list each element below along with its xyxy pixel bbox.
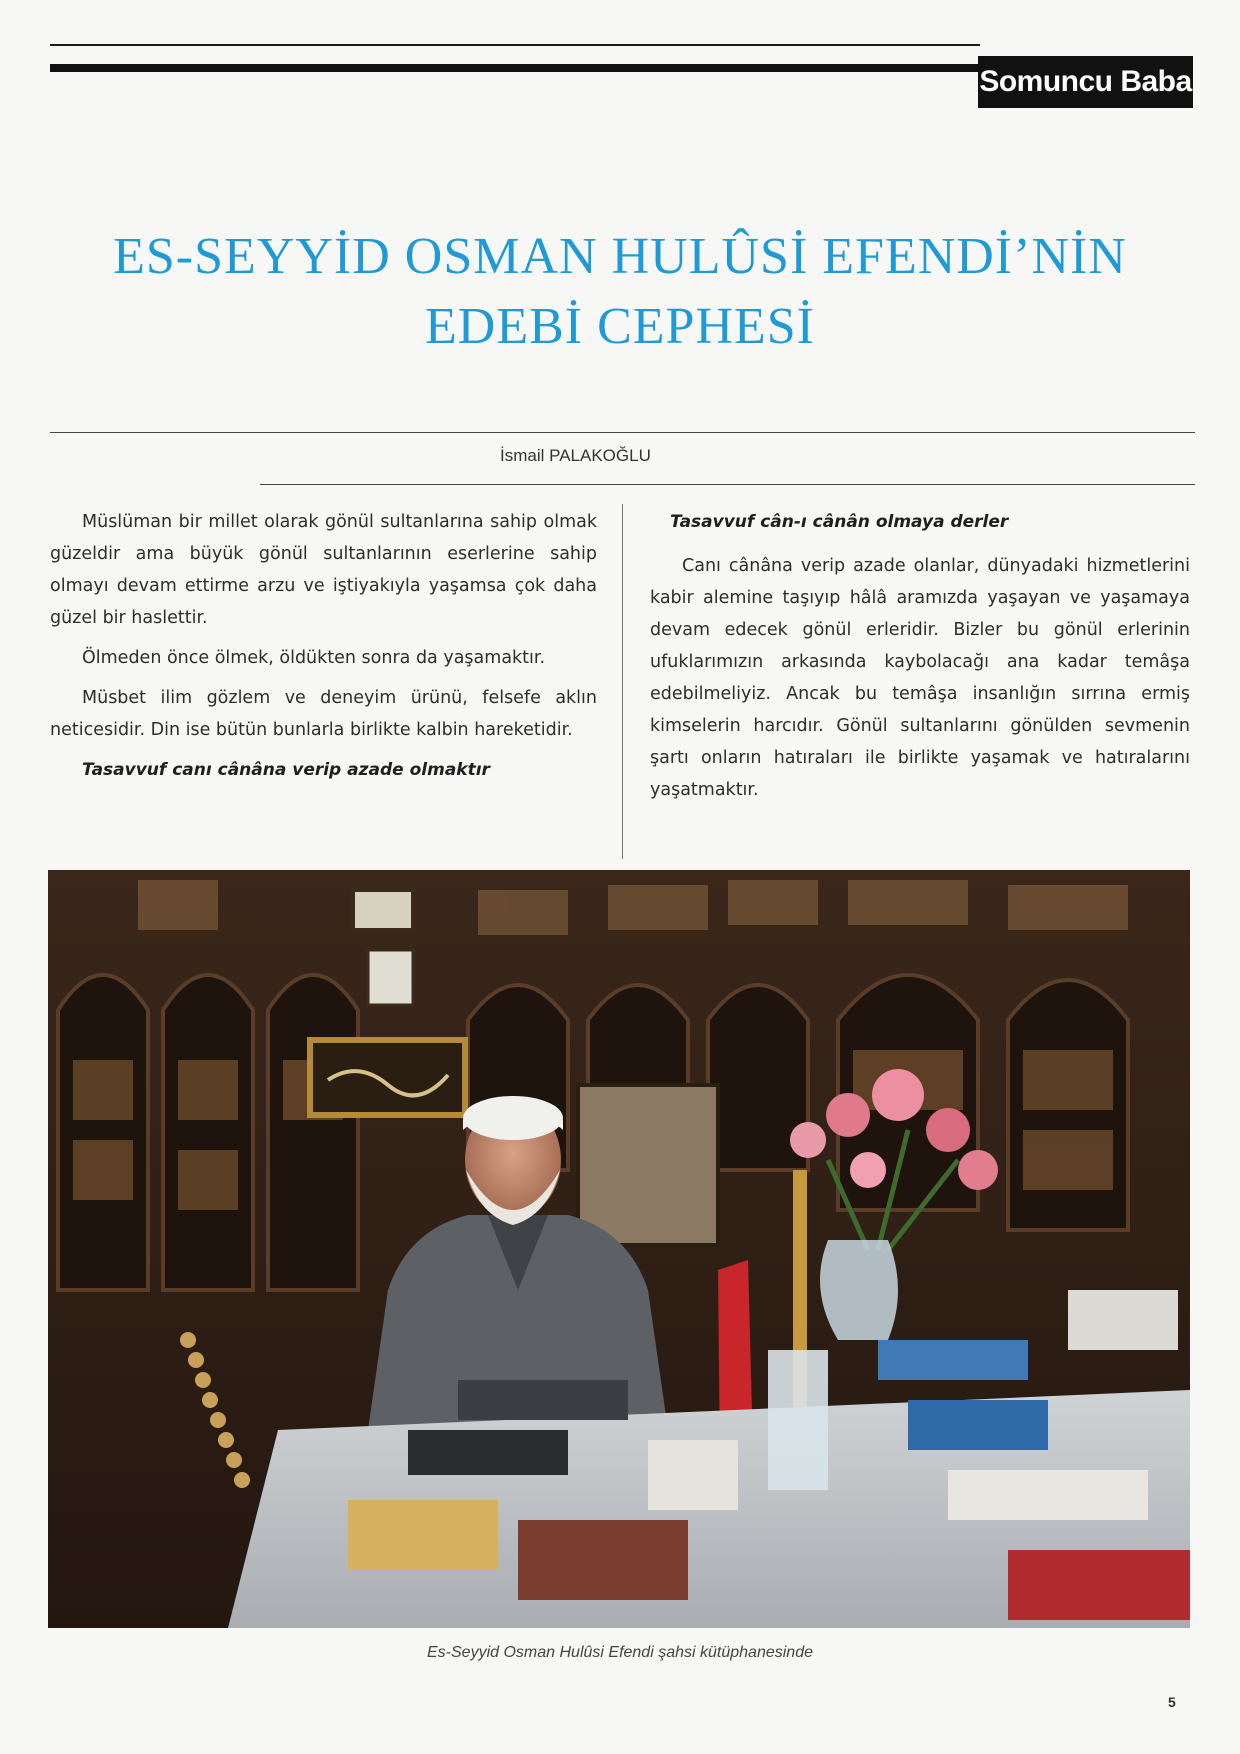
left-paragraph-3: Müsbet ilim gözlem ve deneyim ürünü, felsefe aklın neticesidir. Din ise bütün bunlarla birlikte kalbin hareketidir. — [50, 688, 597, 740]
author-rule-bottom — [260, 484, 1195, 485]
left-paragraph-1: Müslüman bir millet olarak gönül sultanlarına sahip olmak güzeldir ama büyük gönül sultanlarının eserlerine sahip olmayı devam ettirme arzu ve iştiyakıyla yaşamsa çok daha güzel bir haslettir. — [50, 512, 597, 628]
left-subheading: Tasavvuf canı cânâna verip azade olmaktır — [82, 760, 490, 780]
column-divider — [622, 504, 623, 859]
library-photo — [48, 870, 1190, 1628]
library-photo-illustration — [48, 870, 1190, 1628]
photo-caption: Es-Seyyid Osman Hulûsi Efendi şahsi kütüphanesinde — [427, 1644, 813, 1661]
article-title-line-1: ES-SEYYİD OSMAN HULÛSİ EFENDİ’NİN — [113, 228, 1127, 285]
brand-label: Somuncu Baba — [978, 56, 1193, 108]
right-subheading: Tasavvuf cân-ı cânân olmaya derler — [670, 512, 1009, 532]
left-column — [50, 506, 597, 790]
article-title-line-2: EDEBİ CEPHESİ — [425, 298, 815, 355]
page-number: 5 — [1168, 1694, 1176, 1710]
header-rule-thin — [50, 44, 980, 46]
author-rule-top — [50, 432, 1195, 433]
article-title — [40, 222, 1200, 362]
right-column — [650, 506, 1190, 814]
right-paragraph-1: Canı cânâna verip azade olanlar, dünyadaki hizmetlerini kabir alemine taşıyıp hâlâ aramızda yaşayan ve yaşamaya devam edecek gönül erleridir. Bizler bu gönül erlerinin ufuklarımızın arkasında kaybolacağı ana kadar temâşa edebilmeliyiz. Ancak bu temâşa insanlığın sırrına ermiş kimselerin harcıdır. Gönül sultanlarını gönülden sevmenin şartı onların hatıraları ile birlikte yaşamak ve hatıralarını yaşatmaktır. — [650, 556, 1190, 800]
left-paragraph-2: Ölmeden önce ölmek, öldükten sonra da yaşamaktır. — [82, 648, 546, 668]
author-name: İsmail PALAKOĞLU — [500, 446, 651, 465]
header-rule-thick — [50, 64, 980, 72]
